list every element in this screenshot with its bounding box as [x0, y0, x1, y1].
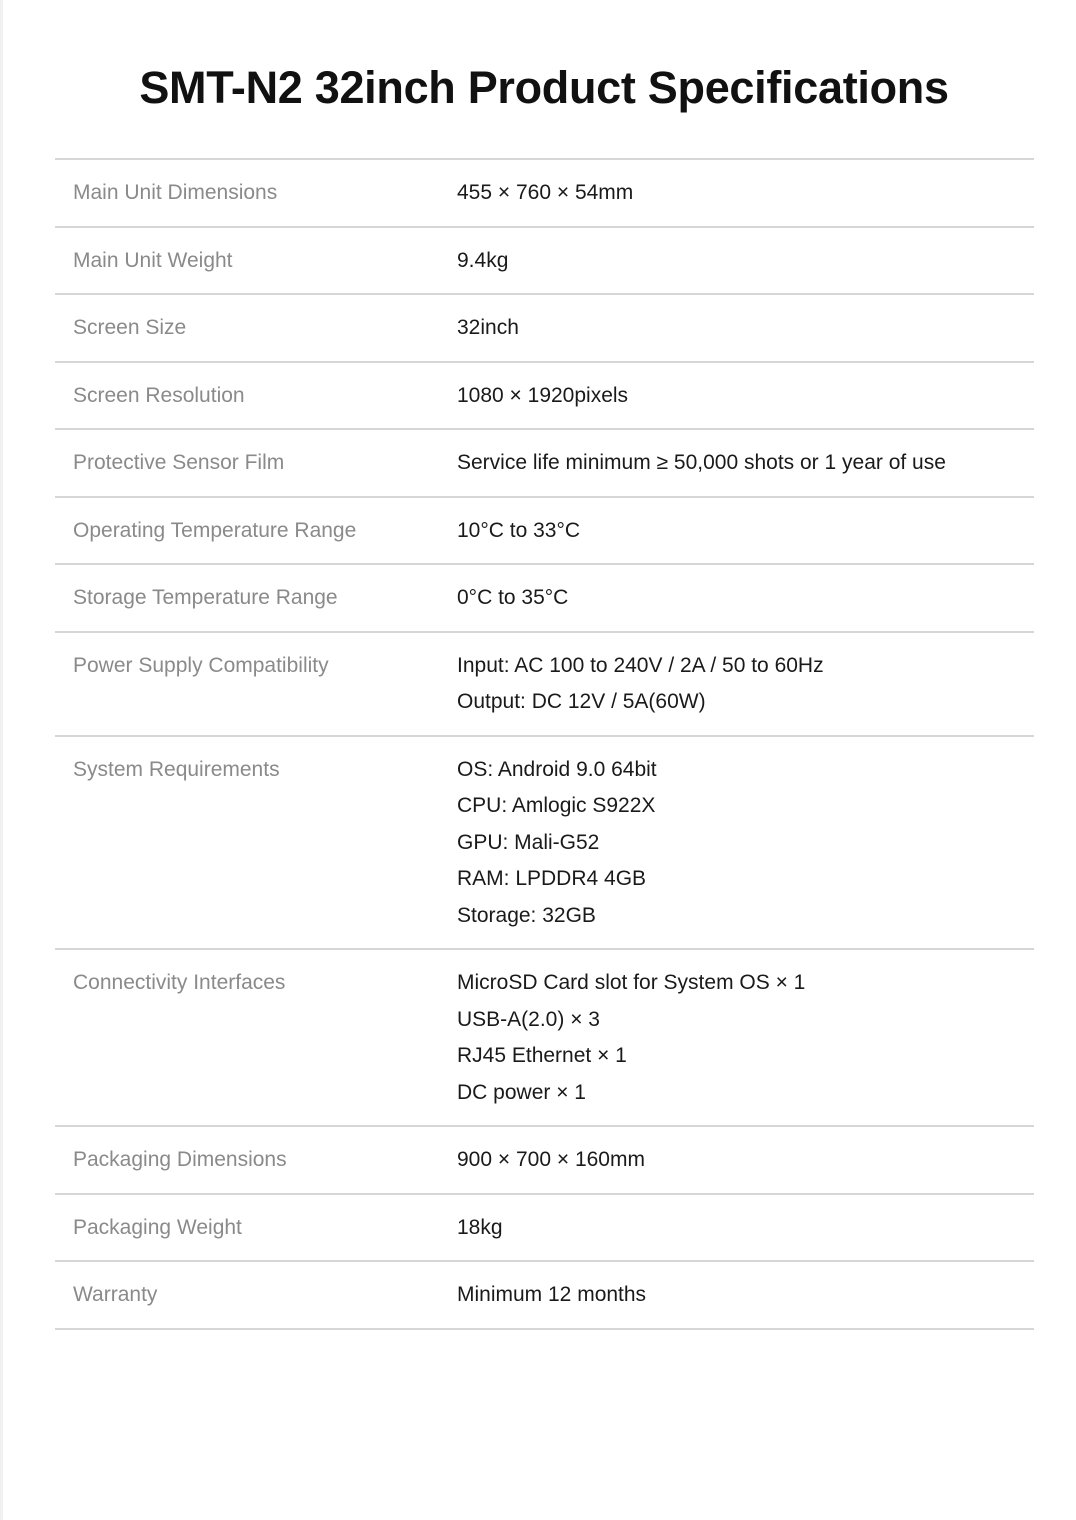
spec-label: Connectivity Interfaces	[73, 971, 286, 994]
spec-label: Power Supply Compatibility	[73, 653, 329, 677]
page-edge	[0, 0, 3, 1520]
spec-value: CPU: Amlogic S922X	[457, 794, 656, 817]
spec-value: 900 × 700 × 160mm	[457, 1148, 645, 1171]
spec-label: Operating Temperature Range	[73, 518, 357, 542]
spec-label: Main Unit Weight	[73, 248, 233, 272]
spec-value: OS: Android 9.0 64bit	[457, 757, 657, 781]
spec-value: RAM: LPDDR4 4GB	[457, 867, 647, 890]
spec-label-cell	[55, 736, 457, 950]
spec-value-cell	[457, 632, 1034, 736]
spec-value: 18kg	[457, 1215, 503, 1239]
spec-value-cell	[457, 949, 1034, 1126]
spec-value: 9.4kg	[457, 248, 509, 272]
spec-label-cell	[55, 227, 457, 295]
spec-row	[55, 227, 1034, 295]
spec-label-cell	[55, 1261, 457, 1329]
spec-value-cell	[457, 564, 1034, 632]
spec-label: Packaging Dimensions	[73, 1148, 287, 1171]
spec-value: USB-A(2.0) × 3	[457, 1007, 600, 1031]
spec-row	[55, 1126, 1034, 1194]
spec-row	[55, 159, 1034, 227]
spec-value: 10°C to 33°C	[457, 518, 581, 542]
spec-row	[55, 949, 1034, 1126]
spec-label-cell	[55, 159, 457, 227]
spec-label: Warranty	[73, 1283, 158, 1306]
spec-value: DC power × 1	[457, 1080, 586, 1104]
spec-value-cell	[457, 1194, 1034, 1262]
spec-label-cell	[55, 1194, 457, 1262]
spec-value-cell	[457, 159, 1034, 227]
spec-label-cell	[55, 564, 457, 632]
spec-row	[55, 362, 1034, 430]
spec-row	[55, 497, 1034, 565]
spec-value: RJ45 Ethernet × 1	[457, 1044, 627, 1067]
spec-label: Storage Temperature Range	[73, 586, 338, 609]
spec-value: Minimum 12 months	[457, 1283, 647, 1306]
spec-label: Screen Size	[73, 316, 187, 339]
spec-row	[55, 1261, 1034, 1329]
spec-label-cell	[55, 429, 457, 497]
spec-label: System Requirements	[73, 757, 280, 781]
spec-value: Service life minimum ≥ 50,000 shots or 1 year of use	[457, 451, 946, 474]
spec-value-cell	[457, 1261, 1034, 1329]
spec-label-cell	[55, 362, 457, 430]
spec-value: Storage: 32GB	[457, 903, 596, 927]
spec-value: MicroSD Card slot for System OS × 1	[457, 971, 806, 994]
spec-value: GPU: Mali-G52	[457, 830, 600, 854]
spec-row	[55, 632, 1034, 736]
spec-value-cell	[457, 362, 1034, 430]
spec-table-body	[55, 159, 1034, 1329]
spec-value: 0°C to 35°C	[457, 586, 569, 609]
spec-label: Main Unit Dimensions	[73, 181, 278, 204]
spec-label-cell	[55, 294, 457, 362]
spec-value-cell	[457, 227, 1034, 295]
spec-row	[55, 564, 1034, 632]
spec-row	[55, 736, 1034, 950]
spec-label-cell	[55, 949, 457, 1126]
spec-label: Packaging Weight	[73, 1215, 242, 1239]
spec-value-cell	[457, 429, 1034, 497]
spec-value: Input: AC 100 to 240V / 2A / 50 to 60Hz	[457, 653, 824, 677]
spec-row	[55, 429, 1034, 497]
spec-value: Output: DC 12V / 5A(60W)	[457, 690, 706, 713]
spec-label: Screen Resolution	[73, 383, 245, 407]
spec-label-cell	[55, 497, 457, 565]
spec-value: 455 × 760 × 54mm	[457, 181, 634, 204]
spec-value-cell	[457, 736, 1034, 950]
spec-row	[55, 1194, 1034, 1262]
spec-label-cell	[55, 632, 457, 736]
spec-value-cell	[457, 1126, 1034, 1194]
spec-row	[55, 294, 1034, 362]
spec-value-cell	[457, 497, 1034, 565]
spec-label: Protective Sensor Film	[73, 451, 285, 474]
spec-label-cell	[55, 1126, 457, 1194]
page-title: SMT-N2 32inch Product Specifications	[139, 62, 949, 113]
spec-table	[55, 158, 1034, 1330]
spec-value: 1080 × 1920pixels	[457, 383, 629, 407]
spec-value: 32inch	[457, 316, 519, 339]
spec-value-cell	[457, 294, 1034, 362]
